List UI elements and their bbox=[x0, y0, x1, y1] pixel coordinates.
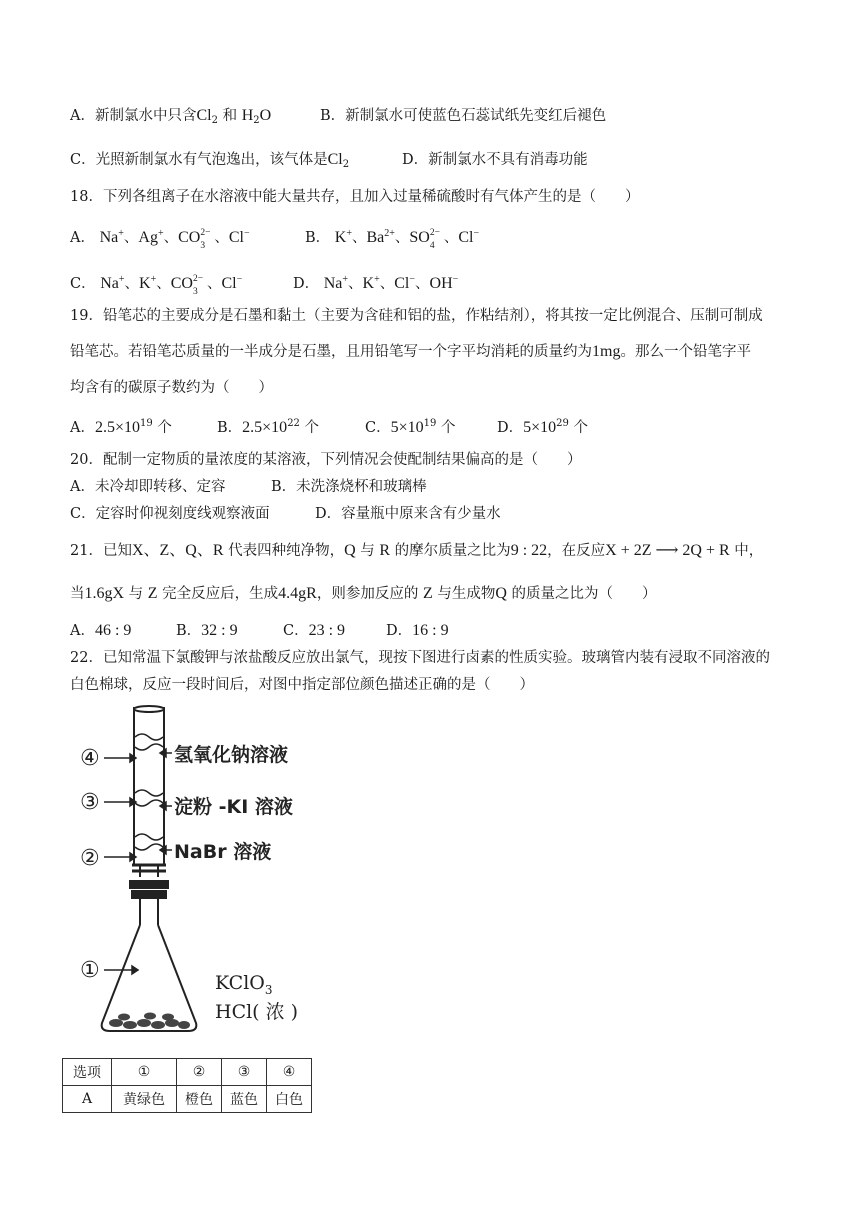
q17-option-a: A．新制氯水中只含 bbox=[70, 108, 197, 124]
q19-line2-pre: 铅笔芯。若铅笔芯质量的一半成分是石墨，且用铅笔写一个字平均消耗的质量约为 bbox=[70, 344, 592, 360]
q18-stem: 18．下列各组离子在水溶液中能大量共存，且加入过量稀硫酸时有气体产生的是（ ） bbox=[70, 189, 640, 205]
q20-option-c: C．定容时仰视刻度线观察液面 bbox=[70, 506, 270, 522]
q17-option-b: B．新制氯水可使蓝色石蕊试纸先变红后褪色 bbox=[320, 108, 607, 124]
q21-option-b: B．32 : 9 bbox=[176, 622, 238, 639]
solid-pellets bbox=[109, 1013, 190, 1030]
separator: 、 bbox=[163, 230, 179, 246]
marker-2: ② bbox=[80, 846, 100, 871]
q19-line2-post: 。那么一个铅笔字平 bbox=[620, 344, 751, 360]
separator: 、 bbox=[443, 230, 459, 246]
q18-b-ion-2: $Ba^{2+}$ bbox=[366, 228, 395, 246]
q19-stem-line3: 均含有的碳原子数约为（ ） bbox=[70, 380, 273, 396]
table-cell: A bbox=[63, 1086, 112, 1113]
q17-a-h-sub: 2 bbox=[253, 115, 260, 126]
q17-a-cl2-sub: 2 bbox=[211, 115, 218, 126]
marker-3: ③ bbox=[80, 790, 100, 815]
q18-c-ion-1: Na+ bbox=[100, 274, 125, 292]
reaction-equation: X + 2Z ⟶ 2Q + R bbox=[605, 542, 730, 559]
q18-d-label: D． bbox=[293, 276, 320, 292]
q18-d-ion-1: Na+ bbox=[323, 274, 349, 292]
separator: 、 bbox=[348, 276, 363, 292]
q20-stem: 20．配制一定物质的量浓度的某溶液，下列情况会使配制结果偏高的是（ ） bbox=[70, 452, 582, 468]
table-header-cell: ③ bbox=[222, 1059, 267, 1086]
q21-option-a: A．46 : 9 bbox=[70, 622, 132, 639]
separator: 、 bbox=[394, 230, 410, 246]
answer-table bbox=[62, 1058, 312, 1113]
table-header-cell: ① bbox=[112, 1059, 177, 1086]
label-hcl-conc: HCl( 浓 ) bbox=[215, 1001, 299, 1023]
q18-c-ion-3: CO 2− 3 bbox=[170, 274, 204, 297]
q18-b-ion-3: SO 2− 4 bbox=[409, 228, 440, 251]
separator: 、 bbox=[156, 276, 171, 292]
q18-b-label: B． bbox=[305, 230, 331, 246]
table-header-cell: ④ bbox=[267, 1059, 312, 1086]
q18-c-ion-4: Cl− bbox=[221, 274, 243, 292]
q18-d-ion-4: OH− bbox=[429, 274, 459, 292]
label-starch-ki-solution: 淀粉 -KI 溶液 bbox=[174, 796, 293, 818]
q18-a-ion-2: Ag+ bbox=[138, 228, 164, 246]
flask bbox=[102, 881, 197, 1031]
q17-option-a-line bbox=[70, 106, 271, 131]
separator: 、 bbox=[206, 276, 222, 292]
q19-option-b: B．$2.5\times 10^{22}$ 个 bbox=[217, 418, 320, 436]
table-cell: 橙色 bbox=[177, 1086, 222, 1113]
table-header-cell: 选项 bbox=[63, 1059, 112, 1086]
label-nabr-solution: NaBr 溶液 bbox=[174, 841, 272, 863]
separator: 、 bbox=[415, 276, 430, 292]
q18-a-ion-3: CO 2− 3 bbox=[178, 228, 211, 251]
q19-option-a: A．$2.5\times 10^{19}$ 个 bbox=[70, 418, 172, 436]
q18-option-b bbox=[305, 224, 480, 251]
q18-option-a bbox=[70, 224, 250, 251]
q18-b-ion-1: K+ bbox=[334, 228, 352, 246]
q18-b-ion-4: Cl− bbox=[458, 228, 480, 246]
separator: 、 bbox=[351, 230, 367, 246]
q18-option-c bbox=[70, 270, 243, 297]
q19-mass: 1mg bbox=[592, 343, 621, 360]
q18-c-label: C． bbox=[70, 276, 96, 292]
q19-option-c: C．$5\times 10^{19}$ 个 bbox=[365, 418, 456, 436]
separator: 、 bbox=[214, 230, 229, 246]
separator: 、 bbox=[123, 230, 139, 246]
q18-option-d bbox=[293, 270, 458, 294]
q18-d-ion-3: Cl− bbox=[394, 274, 416, 292]
q17-a-h: H bbox=[241, 107, 254, 124]
q17-c-cl-sub: 2 bbox=[342, 159, 350, 170]
table-cell: 蓝色 bbox=[222, 1086, 267, 1113]
q20-option-a: A．未冷却即转移、定容 bbox=[70, 479, 226, 495]
cotton-balls bbox=[135, 734, 163, 850]
q19-option-d: D．$5\times 10^{29}$ 个 bbox=[497, 418, 589, 436]
separator: 、 bbox=[379, 276, 395, 292]
q17-a-and: 和 bbox=[217, 108, 242, 124]
q17-a-o: O bbox=[259, 107, 272, 124]
q17-c-cl: Cl bbox=[327, 151, 343, 168]
marker-1: ① bbox=[80, 958, 100, 983]
table-header-cell: ② bbox=[177, 1059, 222, 1086]
q21-stem-line1: 21．已知X、Z、Q、R 代表四种纯净物，Q 与 R 的摩尔质量之比为9 : 22，在反应X + 2Z ⟶ 2Q + R 中， bbox=[70, 542, 764, 559]
apparatus-diagram bbox=[72, 705, 334, 1045]
q21-option-c: C．23 : 9 bbox=[283, 622, 346, 639]
label-naoh-solution: 氢氧化钠溶液 bbox=[174, 744, 289, 766]
table-row bbox=[63, 1086, 312, 1113]
q20-option-b: B．未洗涤烧杯和玻璃棒 bbox=[271, 479, 427, 495]
table-cell: 白色 bbox=[267, 1086, 312, 1113]
q18-a-ion-4: Cl− bbox=[228, 228, 250, 246]
q22-stem-line1: 22．已知常温下氯酸钾与浓盐酸反应放出氯气，现按下图进行卤素的性质实验。玻璃管内装有浸取不同溶液的 bbox=[70, 650, 770, 666]
q22-stem-line2: 白色棉球，反应一段时间后，对图中指定部位颜色描述正确的是（ ） bbox=[70, 677, 534, 693]
q17-a-cl2: Cl bbox=[196, 107, 212, 124]
table-cell: 黄绿色 bbox=[112, 1086, 177, 1113]
q20-option-d: D．容量瓶中原来含有少量水 bbox=[315, 506, 501, 522]
q18-a-label: A． bbox=[70, 230, 95, 246]
table-header-row bbox=[63, 1059, 312, 1086]
label-kclo3: KClO$_3$ bbox=[215, 972, 273, 997]
q17-option-c: C．光照新制氯水有气泡逸出，该气体是 bbox=[70, 152, 328, 168]
q21-stem-line2: 当1.6gX 与 Z 完全反应后，生成4.4gR，则参加反应的 Z 与生成物Q 的质量之比为（ ） bbox=[70, 585, 657, 602]
q18-c-ion-2: K+ bbox=[139, 274, 157, 292]
q21-option-d: D．16 : 9 bbox=[386, 622, 449, 639]
q17-option-d: D．新制氯水不具有消毒功能 bbox=[402, 152, 588, 168]
q19-stem-line1: 19．铅笔芯的主要成分是石墨和黏土（主要为含硅和铝的盐，作粘结剂），将其按一定比例混合、压制可制成 bbox=[70, 308, 763, 324]
q19-stem-line2 bbox=[70, 342, 751, 362]
q17-option-c-line bbox=[70, 150, 349, 175]
q18-d-ion-2: K+ bbox=[362, 274, 380, 292]
separator: 、 bbox=[124, 276, 140, 292]
marker-4: ④ bbox=[80, 746, 100, 771]
q18-a-ion-1: Na+ bbox=[99, 228, 124, 246]
